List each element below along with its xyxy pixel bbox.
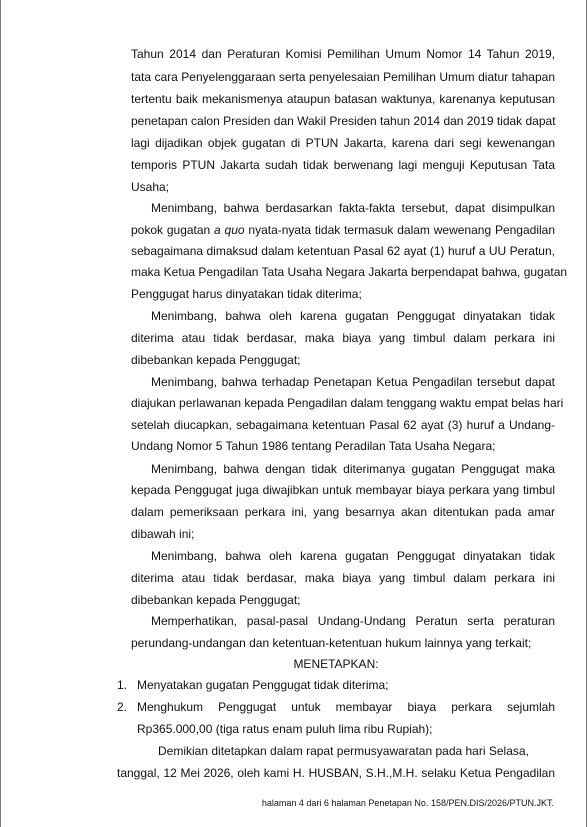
text-line: temporis PTUN Jakarta sudah tidak berwenang lagi menguji Keputusan Tata <box>131 158 555 172</box>
list-item: Menghukum Penggugat untuk membayar biaya perkara sejumlah <box>137 700 555 714</box>
text-line: tertentu baik mekanismenya ataupun batasan waktunya, karenanya keputusan <box>131 92 555 106</box>
text-line: dalam pemeriksaan perkara ini, yang besarnya akan ditentukan pada amar <box>131 505 555 519</box>
text-line: diajukan perlawanan kepada Pengadilan dalam tenggang waktu empat belas hari <box>131 396 564 410</box>
text-line: penetapan calon Presiden dan Wakil Presiden tahun 2014 dan 2019 tidak dapat <box>131 114 556 128</box>
page-left-edge <box>0 0 1 827</box>
paragraph-first-line: Menimbang, bahwa terhadap Penetapan Ketua Pengadilan tersebut dapat <box>151 375 555 389</box>
text-line: dibawah ini; <box>131 527 195 541</box>
text-line <box>131 223 555 237</box>
text-line: lagi dijadikan objek gugatan di PTUN Jakarta, karena dari segi kewenangan <box>131 136 555 150</box>
paragraph-first-line: Menimbang, bahwa berdasarkan fakta-fakta tersebut, dapat disimpulkan <box>151 201 555 215</box>
paragraph-first-line: Menimbang, bahwa oleh karena gugatan Penggugat dinyatakan tidak <box>151 309 555 323</box>
text-line: diterima atau tidak berdasar, maka biaya yang timbul dalam perkara ini <box>131 571 555 585</box>
latin-term: a quo <box>214 223 245 237</box>
list-item: Menyatakan gugatan Penggugat tidak diterima; <box>137 678 389 692</box>
paragraph-first-line: Memperhatikan, pasal-pasal Undang-Undang Peratun serta peraturan <box>151 614 555 628</box>
paragraph-first-line: Demikian ditetapkan dalam rapat permusyawaratan pada hari Selasa, <box>158 744 529 758</box>
list-number: 1. <box>117 678 128 692</box>
page-footer: halaman 4 dari 6 halaman Penetapan No. 158/PEN.DIS/2026/PTUN.JKT. <box>261 798 554 808</box>
text-segment: nyata-nyata tidak termasuk dalam wewenang Pengadilan <box>248 223 555 237</box>
list-item-continuation: Rp365.000,00 (tiga ratus enam puluh lima ribu Rupiah); <box>137 722 433 736</box>
text-line: maka Ketua Pengadilan Tata Usaha Negara Jakarta berpendapat bahwa, gugatan <box>131 265 568 279</box>
text-line: Undang Nomor 5 Tahun 1986 tentang Peradilan Tata Usaha Negara; <box>131 439 496 453</box>
ruling-heading: MENETAPKAN: <box>293 657 379 671</box>
paragraph-first-line: Menimbang, bahwa oleh karena gugatan Penggugat dinyatakan tidak <box>151 549 555 563</box>
text-line: kepada Penggugat juga diwajibkan untuk membayar biaya perkara yang timbul <box>131 483 555 497</box>
text-line: Usaha; <box>131 180 170 194</box>
list-number: 2. <box>117 700 128 714</box>
text-line: tanggal, 12 Mei 2026, oleh kami H. HUSBAN, S.H.,M.H. selaku Ketua Pengadilan <box>117 766 555 780</box>
text-line: Tahun 2014 dan Peraturan Komisi Pemilihan Umum Nomor 14 Tahun 2019, <box>131 47 555 61</box>
text-line: dibebankan kepada Penggugat; <box>131 353 301 367</box>
text-line: perundang-undangan dan ketentuan-ketentuan hukum lainnya yang terkait; <box>131 636 532 650</box>
text-line: sebagaimana dimaksud dalam ketentuan Pasal 62 ayat (1) huruf a UU Peratun, <box>131 244 555 258</box>
text-line: dibebankan kepada Penggugat; <box>131 593 301 607</box>
paragraph-first-line: Menimbang, bahwa dengan tidak diterimanya gugatan Penggugat maka <box>151 462 555 476</box>
text-line: diterima atau tidak berdasar, maka biaya yang timbul dalam perkara ini <box>131 331 555 345</box>
text-segment: pokok gugatan <box>131 223 211 237</box>
text-line: tata cara Penyelenggaraan serta penyelesaian Pemilihan Umum diatur tahapan <box>131 70 555 84</box>
text-line: Penggugat harus dinyatakan tidak diterima; <box>131 287 362 301</box>
text-line: setelah diucapkan, sebagaimana ketentuan Pasal 62 ayat (3) huruf a Undang- <box>131 418 555 432</box>
page-right-edge <box>586 0 587 827</box>
